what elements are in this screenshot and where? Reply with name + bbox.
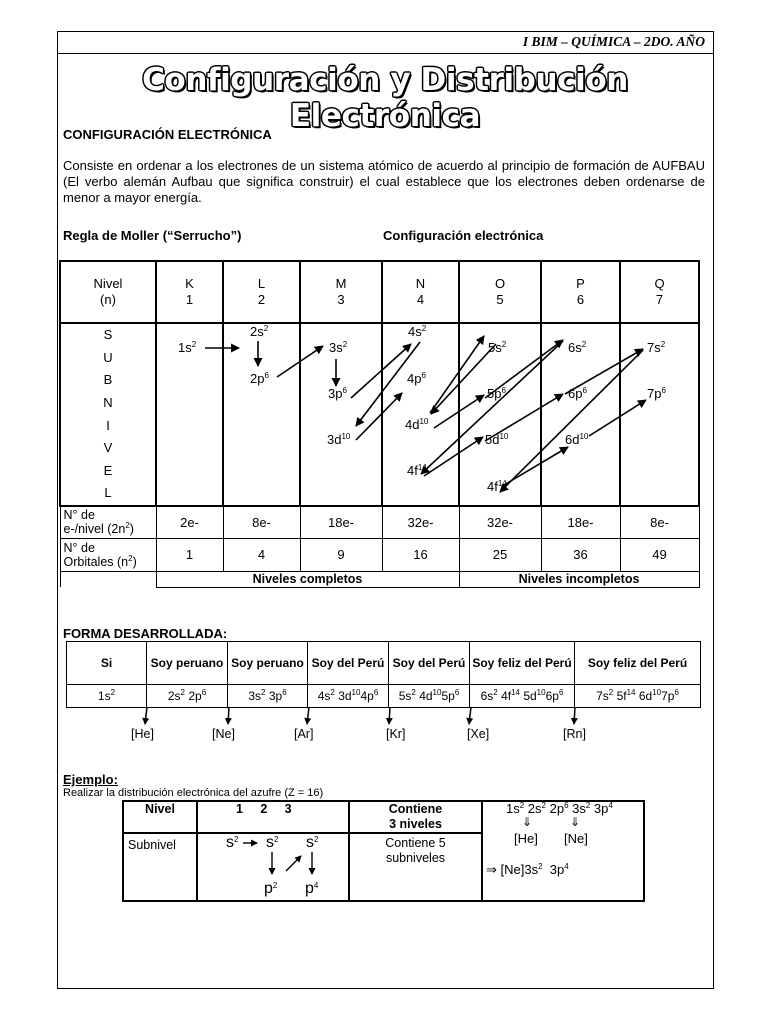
example-contains-sublevels [349, 833, 482, 901]
level-number: 3 [337, 292, 345, 307]
term-exponent: 2 [274, 835, 279, 844]
term-exponent: 2 [180, 688, 185, 697]
sublevel-cell-n [382, 323, 459, 506]
term-exponent: 14 [497, 479, 507, 488]
term-exponent: 6 [454, 688, 460, 697]
level-letter: K [185, 276, 194, 291]
forma-table [66, 641, 701, 708]
electrons-m: 18e- [300, 506, 382, 538]
diagram-term [266, 834, 278, 852]
term-base: 4f [407, 463, 418, 478]
term-exponent: 2 [272, 881, 278, 890]
electrons-o: 32e- [459, 506, 541, 538]
term-base: 5p [441, 689, 455, 703]
full-config [506, 801, 613, 816]
nivel-label: Nivel [93, 276, 123, 291]
example-result [486, 862, 569, 878]
sublevel-label-7p [647, 386, 666, 401]
subnivel-letter: L [104, 485, 112, 501]
header-rule [57, 53, 713, 54]
electrons-label-line1: N° de [63, 508, 95, 523]
term-base: 2p [250, 371, 265, 386]
term-base: 1s [178, 340, 192, 355]
example-subnivel-label: Subnivel [123, 833, 197, 901]
term-base: 7s [596, 689, 609, 703]
term-exponent: 6 [564, 801, 569, 810]
example-gas-he: [He] [514, 831, 538, 846]
subnivel-letter: N [103, 394, 113, 410]
term-exponent: 14 [417, 463, 427, 472]
sublevel-label-2p [250, 371, 269, 386]
orbitals-label-line2 [64, 555, 156, 569]
term-exponent: 14 [626, 688, 636, 697]
level-header-l [223, 261, 300, 323]
term-exponent: 2 [191, 340, 197, 349]
contains-levels-line2: 3 niveles [389, 817, 442, 831]
sublevel-label-5s [488, 340, 506, 355]
level-number: 5 [496, 292, 504, 307]
electrons-q: 8e- [620, 506, 699, 538]
term-base: p [264, 880, 273, 897]
term-exponent: 6 [342, 386, 347, 395]
diagram-term [264, 880, 277, 898]
sublevel-label-3s [329, 340, 347, 355]
term-exponent: 4 [313, 881, 319, 890]
term-base: 5d [485, 432, 500, 447]
term-exponent: 2 [261, 688, 266, 697]
level-header-m [300, 261, 382, 323]
config-text [248, 689, 286, 703]
term-exponent: 10 [341, 432, 351, 441]
result-arrow-icon: ⇒ [486, 862, 497, 877]
term-exponent: 6 [558, 688, 564, 697]
term-exponent: 6 [582, 386, 587, 395]
term-exponent: 6 [661, 386, 666, 395]
term-base: s [226, 834, 234, 851]
subnivel-label-cell [60, 323, 156, 506]
example-gas-ne: [Ne] [564, 831, 588, 846]
level-letter: O [494, 276, 506, 291]
forma-heading: FORMA DESARROLLADA: [63, 626, 228, 641]
result-config [497, 862, 569, 877]
config-cell [67, 685, 147, 708]
term-exponent: 10 [351, 688, 361, 697]
level-letter: L [257, 276, 266, 291]
term-base: 1s [97, 689, 111, 703]
term-base: 4d [405, 417, 420, 432]
sublevel-label-3p [328, 386, 347, 401]
page-title: Configuración y Distribución Electrónica [142, 62, 628, 134]
term-exponent: 6 [421, 371, 426, 380]
gas-ne: [Ne] [212, 727, 235, 741]
sublevel-label-4s [408, 324, 426, 339]
sublevel-label-4f [407, 463, 427, 478]
term-exponent: 2 [110, 688, 116, 697]
subnivel-letter: E [103, 462, 113, 478]
term-base: 2p [545, 801, 565, 816]
term-base: 6s [568, 340, 582, 355]
example-levels: 1 2 3 [197, 801, 349, 833]
config-text [481, 689, 564, 703]
term-base: 4f [497, 689, 512, 703]
subnivel-letter: B [103, 372, 113, 388]
term-exponent: 6 [201, 688, 207, 697]
mnemonic-cell: Soy feliz del Perú [575, 642, 701, 685]
gas-xe: [Xe] [467, 727, 490, 741]
term-base: 7p [661, 689, 675, 703]
term-exponent: 6 [282, 688, 287, 697]
sublevel-label-5d [485, 432, 508, 447]
intro-paragraph: Consiste en ordenar a los electrones de un sistema atómico de acuerdo al principio de formación de AUFBAU (El verbo alemán Aufbau que significa construir) el cual establece que los electrones deben ordenarse de menor a mayor energía. [63, 158, 705, 205]
term-exponent: 2 [660, 340, 666, 349]
electrons-k: 2e- [156, 506, 223, 538]
term-base: 4s [317, 689, 331, 703]
orbitals-label-close: ) [132, 554, 137, 569]
term-exponent: 6 [674, 688, 679, 697]
term-exponent: 10 [652, 688, 662, 697]
down-arrow-icon: ⇓ [522, 815, 533, 829]
gas-ar: [Ar] [294, 727, 314, 741]
orbitals-p: 36 [541, 538, 620, 571]
mnemonic-cell: Si [67, 642, 147, 685]
orbitals-label-exp: 2 [128, 553, 133, 563]
mnemonic-cell: Soy feliz del Perú [470, 642, 575, 685]
diagram-term [305, 880, 318, 898]
section-heading: CONFIGURACIÓN ELECTRÓNICA [63, 127, 272, 142]
term-base: 1s [506, 801, 520, 816]
term-base: [Ne]3s [496, 862, 539, 877]
orbitals-k: 1 [156, 538, 223, 571]
config-cell [308, 685, 389, 708]
electrons-label-text: e-/nivel (2n [63, 522, 126, 537]
nivel-header-cell [60, 261, 156, 323]
term-base: 3p [265, 689, 283, 703]
term-base: s [306, 834, 314, 851]
level-header-q [620, 261, 699, 323]
term-exponent: 2 [263, 324, 269, 333]
term-exponent: 2 [493, 688, 498, 697]
orbitals-q: 49 [620, 538, 699, 571]
term-exponent: 10 [579, 432, 589, 441]
term-base: p [305, 880, 314, 897]
subnivel-letter: I [106, 417, 110, 433]
subnivel-letter: U [103, 349, 113, 365]
electrons-label-line2 [64, 522, 156, 536]
level-letter: N [415, 276, 426, 291]
sublevel-label-4f [487, 479, 507, 494]
config-text [596, 689, 679, 703]
course-header: I BIM – QUÍMICA – 2DO. AÑO [522, 34, 705, 49]
electrons-label-exp: 2 [125, 521, 130, 531]
level-number: 2 [257, 292, 266, 307]
subnivel-letter: V [103, 440, 113, 456]
term-exponent: 2 [314, 835, 319, 844]
term-exponent: 14 [511, 688, 520, 697]
example-heading: Ejemplo: [63, 772, 118, 787]
term-base: 3s [248, 689, 262, 703]
diagram-term [226, 834, 238, 852]
term-exponent: 2 [538, 862, 543, 871]
config-cell [470, 685, 575, 708]
term-base: 3p [590, 801, 609, 816]
term-base: 5p [487, 386, 502, 401]
electrons-label-cell [60, 506, 156, 538]
forma-config-row [67, 685, 701, 708]
term-base: 7s [647, 340, 661, 355]
term-exponent: 6 [264, 371, 269, 380]
term-exponent: 10 [432, 688, 442, 697]
term-exponent: 6 [501, 386, 506, 395]
sublevel-label-6s [568, 340, 586, 355]
term-base: 4d [415, 689, 433, 703]
config-text [168, 689, 206, 703]
level-number: 4 [416, 292, 425, 307]
sublevel-label-4p [407, 371, 426, 386]
term-base: 2s [250, 324, 264, 339]
term-base: 5f [613, 689, 627, 703]
term-exponent: 2 [541, 801, 546, 810]
mnemonic-cell: Soy del Perú [308, 642, 389, 685]
term-exponent: 2 [585, 801, 591, 810]
term-base: 3s [329, 340, 343, 355]
term-base: 6p [545, 689, 559, 703]
term-base: 2s [524, 801, 542, 816]
level-header-k [156, 261, 223, 323]
sublevel-label-6p [568, 386, 587, 401]
term-base: 6d [565, 432, 580, 447]
term-exponent: 2 [608, 688, 614, 697]
diagram-term [306, 834, 318, 852]
level-letter: P [576, 276, 585, 291]
mnemonic-cell: Soy peruano [147, 642, 228, 685]
complete-levels-label: Niveles completos [156, 571, 459, 587]
term-base: 4f [487, 479, 498, 494]
config-text [399, 689, 460, 703]
electrons-n: 32e- [382, 506, 459, 538]
term-base: 3p [328, 386, 343, 401]
sublevel-label-3d [327, 432, 350, 447]
term-exponent: 2 [234, 835, 239, 844]
term-exponent: 10 [499, 432, 509, 441]
term-base: 6p [568, 386, 583, 401]
incomplete-levels-label: Niveles incompletos [459, 571, 699, 587]
down-arrow-icon: ⇓ [570, 815, 581, 829]
term-exponent: 4 [608, 801, 613, 810]
term-exponent: 2 [501, 340, 507, 349]
gas-rn: [Rn] [563, 727, 586, 741]
config-text [98, 689, 115, 703]
term-exponent: 6 [373, 688, 379, 697]
mnemonic-cell: Soy peruano [228, 642, 308, 685]
term-base: 4p [407, 371, 422, 386]
term-base: 3s [568, 801, 586, 816]
config-cell [575, 685, 701, 708]
term-base: 2s [167, 689, 181, 703]
gas-kr: [Kr] [386, 727, 406, 741]
config-cell [389, 685, 470, 708]
term-base: 3p [542, 862, 565, 877]
term-base: 7p [647, 386, 662, 401]
level-letter: M [335, 276, 347, 291]
term-base: 5d [519, 689, 537, 703]
level-number: 6 [576, 292, 585, 307]
example-contains-levels [349, 801, 482, 833]
orbitals-label-line1: N° de [63, 540, 95, 555]
term-exponent: 2 [421, 324, 427, 333]
sublevel-label-2s [250, 324, 268, 339]
sublevel-label-6d [565, 432, 588, 447]
term-base: 2p [185, 689, 202, 703]
level-header-p [541, 261, 620, 323]
term-base: 3d [334, 689, 352, 703]
term-exponent: 4 [564, 862, 569, 871]
moller-table [59, 260, 700, 588]
electrons-l: 8e- [223, 506, 300, 538]
level-number: 1 [185, 292, 194, 307]
example-config-cell [482, 801, 644, 901]
sublevel-label-5p [487, 386, 506, 401]
term-exponent: 10 [419, 417, 429, 426]
term-base: 5s [488, 340, 502, 355]
term-exponent: 10 [536, 688, 546, 697]
orbitals-o: 25 [459, 538, 541, 571]
orbitals-n: 16 [382, 538, 459, 571]
sublevel-cell-l [223, 323, 300, 506]
term-base: 6s [480, 689, 494, 703]
term-base: 5s [398, 689, 412, 703]
config-cell [228, 685, 308, 708]
term-base: 4p [360, 689, 374, 703]
level-header-n [382, 261, 459, 323]
orbitals-label-text: Orbitales (n [63, 554, 129, 569]
level-letter: Q [654, 276, 665, 291]
example-nivel-label: Nivel [123, 801, 197, 833]
term-exponent: 2 [519, 801, 525, 810]
config-cell [147, 685, 228, 708]
sublevel-label-4d [405, 417, 428, 432]
term-base: 6d [635, 689, 653, 703]
term-base: 3d [327, 432, 342, 447]
orbitals-label-cell [60, 538, 156, 571]
orbitals-m: 9 [300, 538, 382, 571]
subnivel-letter: S [103, 327, 113, 343]
config-text [318, 689, 379, 703]
contains-sublevels-line2: subniveles [385, 851, 446, 865]
term-base: s [266, 834, 274, 851]
mnemonic-cell: Soy del Perú [389, 642, 470, 685]
contains-levels-line1: Contiene [388, 802, 443, 816]
level-number: 7 [655, 292, 664, 307]
orbitals-l: 4 [223, 538, 300, 571]
term-base: 4s [408, 324, 422, 339]
moller-rule-heading: Regla de Moller (“Serrucho”) [63, 228, 242, 243]
electrons-p: 18e- [541, 506, 620, 538]
term-exponent: 2 [581, 340, 587, 349]
nivel-n-label: (n) [100, 292, 116, 307]
sublevel-label-1s [178, 340, 196, 355]
contains-sublevels-line1: Contiene 5 [385, 836, 446, 850]
configuration-heading: Configuración electrónica [383, 228, 544, 243]
term-exponent: 2 [330, 688, 335, 697]
term-exponent: 2 [342, 340, 348, 349]
sublevel-label-7s [647, 340, 665, 355]
term-exponent: 2 [411, 688, 416, 697]
footer-empty-cell [60, 571, 156, 587]
electrons-label-close: ) [129, 522, 134, 537]
example-prompt: Realizar la distribución electrónica del azufre (Z = 16) [63, 787, 324, 799]
gas-he: [He] [131, 727, 154, 741]
level-header-o [459, 261, 541, 323]
